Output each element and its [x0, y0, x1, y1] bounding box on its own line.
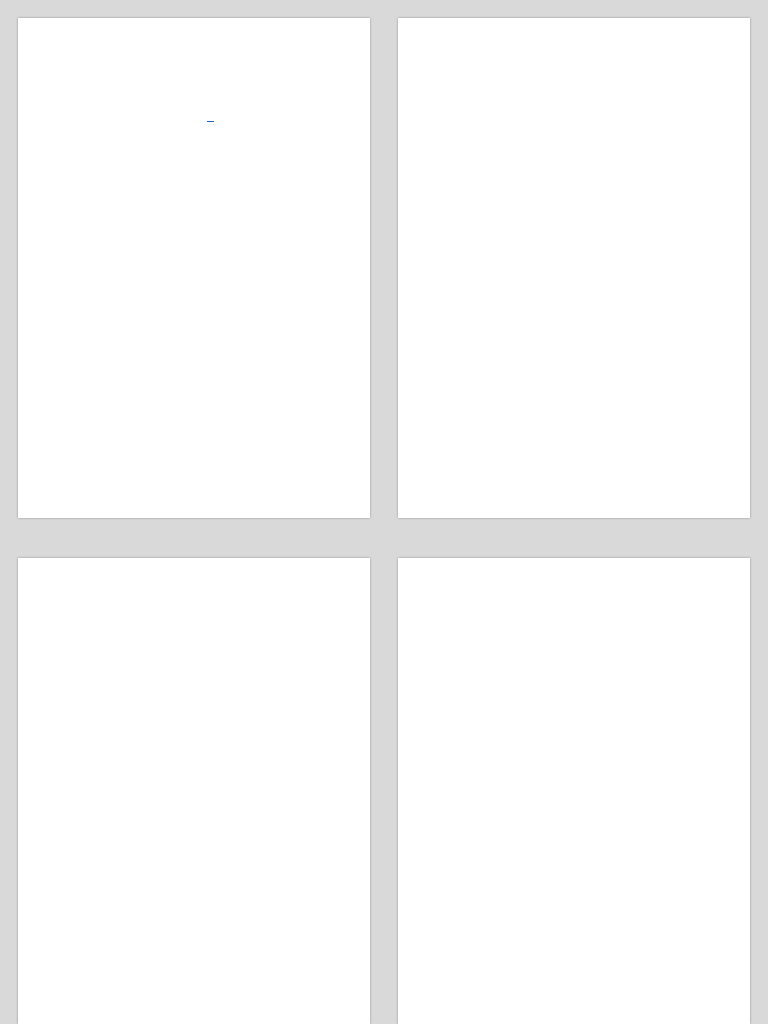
- option-text: [524, 46, 624, 53]
- question-item: [416, 624, 736, 639]
- question-item: [416, 162, 736, 184]
- option-text: [524, 239, 624, 246]
- option-text: [524, 53, 624, 60]
- option-text: [416, 46, 516, 53]
- question-item: [416, 131, 736, 153]
- option-row: [416, 46, 736, 60]
- option-text: [416, 146, 516, 153]
- question-text: [36, 600, 356, 608]
- option-row: [416, 325, 736, 339]
- option-text: [524, 232, 624, 239]
- question-list: [36, 576, 356, 831]
- option-text: [416, 356, 516, 363]
- option-row: [36, 776, 356, 783]
- question-text: [416, 720, 736, 728]
- question-item: [416, 379, 736, 401]
- question-item: [36, 624, 356, 639]
- question-item: [416, 744, 736, 759]
- option-text: [416, 776, 516, 783]
- option-row: [416, 201, 736, 215]
- option-text: [36, 680, 136, 687]
- option-text: [36, 608, 136, 615]
- question-text: [416, 224, 736, 232]
- option-text: [524, 356, 624, 363]
- blank-page: [18, 18, 370, 518]
- question-page-3: [398, 558, 750, 1024]
- question-text: [36, 576, 356, 584]
- option-row: [416, 704, 736, 711]
- option-text: [36, 728, 136, 735]
- option-text: [416, 77, 516, 84]
- question-text: [416, 286, 736, 294]
- option-text: [416, 208, 516, 215]
- question-text: [416, 696, 736, 704]
- question-text: [36, 672, 356, 680]
- option-text: [416, 270, 516, 277]
- option-text: [144, 608, 244, 615]
- question-text: [36, 792, 356, 800]
- question-text: [416, 162, 736, 170]
- question-text: [416, 317, 736, 325]
- option-text: [416, 584, 516, 591]
- option-row: [36, 680, 356, 687]
- question-item: [36, 672, 356, 687]
- option-row: [416, 656, 736, 663]
- question-text: [36, 648, 356, 656]
- question-item: [416, 255, 736, 277]
- option-text: [524, 115, 624, 122]
- question-item: [416, 348, 736, 370]
- option-row: [416, 387, 736, 401]
- option-text: [416, 301, 516, 308]
- option-text: [416, 325, 516, 332]
- option-text: [36, 704, 136, 711]
- question-item: [416, 193, 736, 215]
- question-list: [416, 576, 736, 807]
- option-text: [416, 84, 516, 91]
- option-row: [416, 680, 736, 687]
- option-text: [416, 170, 516, 177]
- option-row: [36, 752, 356, 759]
- question-item: [416, 224, 736, 246]
- question-text: [416, 744, 736, 752]
- option-row: [416, 139, 736, 153]
- question-text: [416, 100, 736, 108]
- option-text: [36, 752, 136, 759]
- option-row: [416, 108, 736, 122]
- question-text: [416, 792, 736, 800]
- option-row: [36, 632, 356, 639]
- question-item: [416, 286, 736, 308]
- question-text: [36, 744, 356, 752]
- question-item: [416, 720, 736, 735]
- option-text: [416, 108, 516, 115]
- option-text: [36, 584, 136, 591]
- question-text: [36, 768, 356, 776]
- question-text: [416, 255, 736, 263]
- question-text: [416, 600, 736, 608]
- option-text: [144, 704, 244, 711]
- question-item: [416, 69, 736, 91]
- option-text: [36, 800, 136, 807]
- option-row: [36, 608, 356, 615]
- question-item: [36, 600, 356, 615]
- option-text: [416, 704, 516, 711]
- option-text: [416, 263, 516, 270]
- option-text: [36, 656, 136, 663]
- question-text: [416, 131, 736, 139]
- option-row: [416, 800, 736, 807]
- option-row: [416, 584, 736, 591]
- option-row: [416, 728, 736, 735]
- option-text: [524, 704, 624, 711]
- question-text: [36, 816, 356, 824]
- option-text: [524, 294, 624, 301]
- question-item: [416, 672, 736, 687]
- option-text: [416, 201, 516, 208]
- option-text: [524, 584, 624, 591]
- option-text: [416, 728, 516, 735]
- question-item: [416, 600, 736, 615]
- option-row: [36, 728, 356, 735]
- option-text: [524, 201, 624, 208]
- option-text: [36, 776, 136, 783]
- option-row: [416, 232, 736, 246]
- option-row: [416, 77, 736, 91]
- option-text: [524, 139, 624, 146]
- option-row: [416, 356, 736, 370]
- option-text: [524, 108, 624, 115]
- option-text: [144, 656, 244, 663]
- question-text: [416, 624, 736, 632]
- option-text: [416, 332, 516, 339]
- question-page-1: [398, 18, 750, 518]
- option-text: [416, 363, 516, 370]
- option-text: [416, 115, 516, 122]
- option-text: [524, 263, 624, 270]
- question-item: [36, 696, 356, 711]
- option-text: [524, 325, 624, 332]
- option-row: [416, 263, 736, 277]
- question-text: [416, 768, 736, 776]
- question-page-2: [18, 558, 370, 1024]
- question-item: [416, 317, 736, 339]
- option-text: [524, 84, 624, 91]
- question-item: [416, 576, 736, 591]
- question-text: [416, 576, 736, 584]
- option-row: [416, 632, 736, 639]
- option-row: [416, 608, 736, 615]
- option-row: [36, 824, 356, 831]
- option-text: [524, 656, 624, 663]
- option-text: [524, 170, 624, 177]
- question-text: [416, 348, 736, 356]
- question-text: [36, 696, 356, 704]
- question-text: [416, 38, 736, 46]
- option-text: [524, 608, 624, 615]
- question-item: [36, 720, 356, 735]
- question-text: [416, 379, 736, 387]
- option-text: [524, 77, 624, 84]
- question-text: [416, 648, 736, 656]
- option-text: [416, 387, 516, 394]
- question-item: [36, 744, 356, 759]
- option-row: [416, 170, 736, 184]
- question-item: [36, 816, 356, 831]
- question-item: [416, 768, 736, 783]
- question-item: [416, 792, 736, 807]
- option-row: [416, 752, 736, 759]
- option-text: [524, 387, 624, 394]
- option-text: [416, 394, 516, 401]
- question-list: [416, 38, 736, 401]
- option-text: [524, 394, 624, 401]
- question-item: [416, 696, 736, 711]
- option-text: [416, 239, 516, 246]
- blue-mark: [207, 121, 214, 122]
- question-text: [416, 69, 736, 77]
- question-text: [416, 193, 736, 201]
- option-text: [416, 800, 516, 807]
- question-item: [36, 768, 356, 783]
- option-text: [416, 632, 516, 639]
- option-text: [144, 752, 244, 759]
- option-text: [416, 608, 516, 615]
- option-text: [416, 177, 516, 184]
- option-row: [416, 294, 736, 308]
- option-row: [416, 776, 736, 783]
- question-text: [416, 672, 736, 680]
- option-row: [36, 584, 356, 591]
- option-text: [36, 632, 136, 639]
- option-text: [524, 632, 624, 639]
- option-text: [416, 232, 516, 239]
- option-text: [416, 656, 516, 663]
- option-text: [416, 53, 516, 60]
- question-item: [416, 100, 736, 122]
- question-item: [36, 648, 356, 663]
- option-text: [416, 294, 516, 301]
- question-item: [416, 648, 736, 663]
- question-text: [36, 624, 356, 632]
- option-text: [416, 680, 516, 687]
- option-row: [36, 656, 356, 663]
- question-item: [36, 576, 356, 591]
- question-item: [36, 792, 356, 807]
- option-text: [416, 752, 516, 759]
- option-text: [416, 139, 516, 146]
- option-text: [36, 824, 136, 831]
- option-text: [524, 752, 624, 759]
- question-item: [416, 38, 736, 60]
- question-text: [36, 720, 356, 728]
- option-row: [36, 704, 356, 711]
- option-row: [36, 800, 356, 807]
